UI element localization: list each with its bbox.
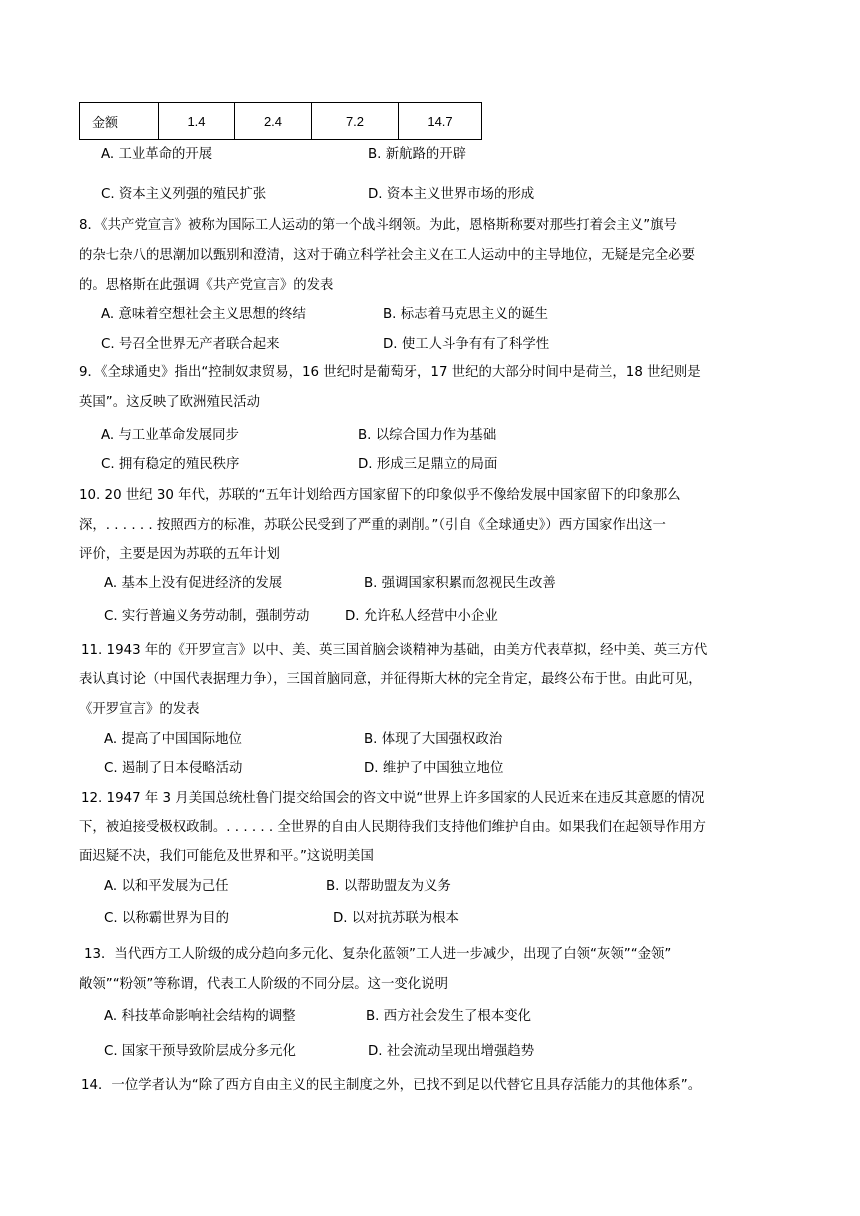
data-table bbox=[79, 102, 482, 140]
q11-option-c: C. 遏制了日本侵略活动 bbox=[104, 761, 243, 776]
q7-option-b: B. 新航路的开辟 bbox=[368, 147, 467, 162]
q9-option-b: B. 以综合国力作为基础 bbox=[358, 428, 497, 443]
q13-option-b: B. 西方社会发生了根本变化 bbox=[366, 1009, 531, 1024]
q12-option-d: D. 以对抗苏联为根本 bbox=[333, 911, 459, 926]
q11-option-d: D. 维护了中国独立地位 bbox=[364, 761, 504, 776]
q11-option-a: A. 提高了中国国际地位 bbox=[104, 732, 242, 747]
table-cell: 7.2 bbox=[312, 103, 399, 140]
q10-stem-line: 评价，主要是因为苏联的五年计划 bbox=[79, 547, 280, 562]
q13-option-c: C. 国家干预导致阶层成分多元化 bbox=[104, 1044, 296, 1059]
q12-option-c: C. 以称霸世界为目的 bbox=[104, 911, 229, 926]
q7-option-c: C. 资本主义列强的殖民扩张 bbox=[101, 187, 267, 202]
q10-option-d: D. 允许私人经营中小企业 bbox=[345, 609, 498, 624]
q12-stem-line: 12. 1947 年 3 月美国总统杜鲁门提交给国会的咨文中说“世界上许多国家的人民近来在违反其意愿的情况 bbox=[81, 791, 705, 806]
q11-stem-line: 表认真讨论（中国代表据理力争），三国首脑同意，并征得斯大林的完全肯定，最终公布于世。由此可见， bbox=[79, 672, 702, 687]
q14-stem-line: 14．一位学者认为“除了西方自由主义的民主制度之外，已找不到足以代替它且具存活能力的其他体系”。 bbox=[81, 1078, 702, 1093]
q8-stem-line: 8．《共产党宣言》被称为国际工人运动的第一个战斗纲领。为此，恩格斯称要对那些打着会主义”旗号 bbox=[79, 218, 677, 233]
q11-stem-line: 《开罗宣言》的发表 bbox=[79, 702, 200, 717]
q7-option-a: A. 工业革命的开展 bbox=[101, 147, 213, 162]
q7-option-d: D. 资本主义世界市场的形成 bbox=[368, 187, 535, 202]
q8-option-d: D. 使工人斗争有有了科学性 bbox=[383, 337, 550, 352]
q9-option-c: C. 拥有稳定的殖民秩序 bbox=[101, 457, 240, 472]
q8-stem-line: 的杂七杂八的思潮加以甄别和澄清，这对于确立科学社会主义在工人运动中的主导地位，无疑是完全必要 bbox=[79, 248, 695, 263]
q11-stem-line: 11. 1943 年的《开罗宣言》以中、美、英三国首脑会谈精神为基础，由美方代表草拟，经中美、英三方代 bbox=[81, 643, 708, 658]
table-cell: 1.4 bbox=[159, 103, 235, 140]
q8-option-c: C. 号召全世界无产者联合起来 bbox=[101, 337, 280, 352]
q12-option-b: B. 以帮助盟友为义务 bbox=[326, 879, 451, 894]
q9-stem-line: 9．《全球通史》指出“控制奴隶贸易，16 世纪时是葡萄牙，17 世纪的大部分时间中是荷兰，18 世纪则是 bbox=[79, 365, 701, 380]
q13-stem-line: 敞领”“粉领”等称谓，代表工人阶级的不同分层。这一变化说明 bbox=[79, 977, 448, 992]
q10-stem-line: 深，. . . . . . 按照西方的标准，苏联公民受到了严重的剥削。”（引自《全球通史》）西方国家作出这一 bbox=[79, 518, 666, 533]
q9-option-a: A. 与工业革命发展同步 bbox=[101, 428, 239, 443]
q12-option-a: A. 以和平发展为己任 bbox=[104, 879, 229, 894]
table-row-label: 金额 bbox=[80, 103, 159, 140]
table-row bbox=[80, 103, 482, 140]
q9-option-d: D. 形成三足鼎立的局面 bbox=[358, 457, 498, 472]
q12-stem-line: 面迟疑不决，我们可能危及世界和平。”这说明美国 bbox=[79, 849, 374, 864]
q9-stem-line: 英国”。这反映了欧洲殖民活动 bbox=[79, 395, 261, 410]
q13-option-d: D. 社会流动呈现出增强趋势 bbox=[368, 1044, 535, 1059]
q8-option-b: B. 标志着马克思主义的诞生 bbox=[383, 307, 548, 322]
q8-option-a: A. 意味着空想社会主义思想的终结 bbox=[101, 307, 306, 322]
table-cell: 2.4 bbox=[235, 103, 312, 140]
table-cell: 14.7 bbox=[399, 103, 482, 140]
q11-option-b: B. 体现了大国强权政治 bbox=[364, 732, 503, 747]
q10-option-b: B. 强调国家积累而忽视民生改善 bbox=[364, 576, 556, 591]
q8-stem-line: 的。思格斯在此强调《共产党宣言》的发表 bbox=[79, 278, 334, 293]
q13-option-a: A. 科技革命影响社会结构的调整 bbox=[104, 1009, 296, 1024]
q10-option-c: C. 实行普遍义务劳动制，强制劳动 bbox=[104, 609, 310, 624]
q12-stem-line: 下，被迫接受极权政制。. . . . . . 全世界的自由人民期待我们支持他们维护自由。如果我们在起领导作用方 bbox=[79, 820, 706, 835]
q10-stem-line: 10. 20 世纪 30 年代，苏联的“五年计划给西方国家留下的印象似乎不像给发展中国家留下的印象那么 bbox=[79, 488, 681, 503]
q10-option-a: A. 基本上没有促进经济的发展 bbox=[104, 576, 283, 591]
q13-stem-line: 13．当代西方工人阶级的成分趋向多元化、复杂化蓝领”工人进一步减少，出现了白领“灰领”“金领” bbox=[84, 947, 672, 962]
